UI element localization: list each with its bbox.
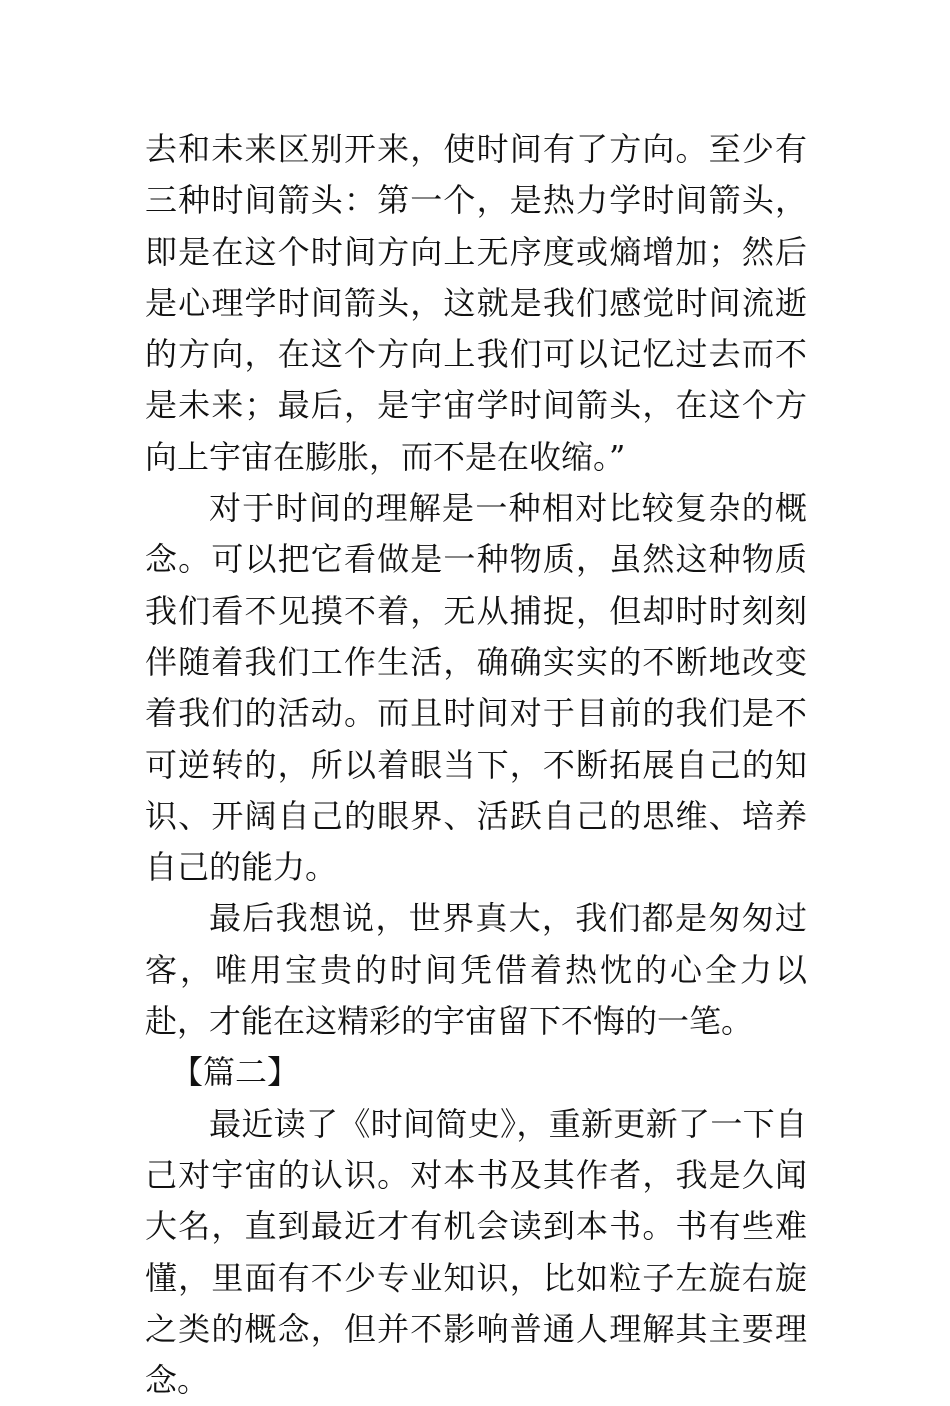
section-heading: 【篇二】 bbox=[171, 1053, 300, 1092]
paragraph-time-understanding: 对于时间的理解是一种相对比较复杂的概念。可以把它看做是一种物质，虽然这种物质我们看不见摸不着，无从捕捉，但却时时刻刻伴随着我们工作生活，确确实实的不断地改变着我们的活动。而且时间对于目前的我们是不可逆转的，所以着眼当下，不断拓展自己的知识、开阔自己的眼界、活跃自己的思维、培养自己的能力。 bbox=[145, 489, 807, 887]
paragraph-section-two: 最近读了《时间简史》，重新更新了一下自己对宇宙的认识。对本书及其作者，我是久闻大名，直到最近才有机会读到本书。书有些难懂，里面有不少专业知识，比如粒子左旋右旋之类的概念，但并不影响普通人理解其主要理念。 bbox=[145, 1104, 807, 1400]
paragraph-continuation: 去和未来区别开来，使时间有了方向。至少有三种时间箭头：第一个，是热力学时间箭头，即是在这个时间方向上无序度或熵增加；然后是心理学时间箭头，这就是我们感觉时间流逝的方向，在这个方向上我们可以记忆过去而不是未来；最后，是宇宙学时间箭头，在这个方向上宇宙在膨胀，而不是在收缩。” bbox=[145, 130, 807, 476]
paragraph-closing-thought: 最后我想说，世界真大，我们都是匆匆过客，唯用宝贵的时间凭借着热忱的心全力以赴，才能在这精彩的宇宙留下不悔的一笔。 bbox=[145, 899, 807, 1041]
document-page bbox=[145, 124, 807, 1406]
